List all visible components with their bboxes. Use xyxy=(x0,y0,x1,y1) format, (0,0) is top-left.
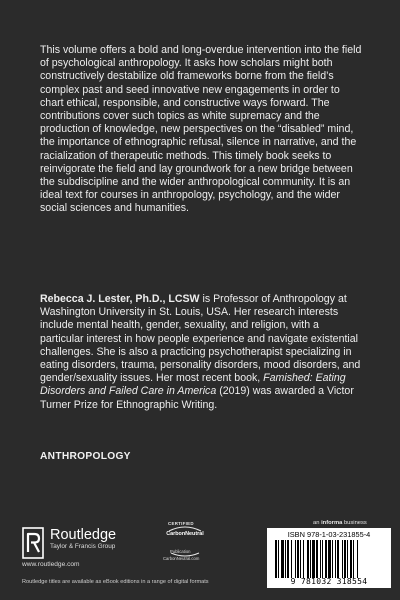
author-bio-award: (2019) was awarded a Victor Turner Prize for Ethnographic Writing. xyxy=(40,385,354,411)
publisher-group: Taylor & Francis Group xyxy=(50,543,116,550)
author-bio-text: is Professor of Anthropology at Washington University in St. Louis, USA. Her research interests include mental health, gender, sexuality, and religion, with a particular interest in how people experience and navigate existential challenges. She is also a practicing psychotherapist specializing in eating disorders, trauma, personality disorders, mood disorders, and gender/sexuality issues. Her most recent book, xyxy=(40,293,361,385)
carbon-publication-text: Publication xyxy=(170,549,191,554)
author-name: Rebecca J. Lester, Ph.D., LCSW xyxy=(40,293,200,305)
book-description: This volume offers a bold and long-overdue intervention into the field of psychological anthropology. It asks how scholars might both constructively destabilize old frameworks borne from the field’s complex past and seed innovative new engagements in order to chart ethical, responsible, and constructive ways forward. The contributions cover such topics as white supremacy and the production of knowledge, new perspectives on the “disabled” mind, the importance of ethnographic refusal, silence in narrative, and the racialization of therapeutic methods. This timely book seeks to reinvigorate the field and lay groundwork for a new bridge between the subdiscipline and the wider anthropological community. It is an ideal text for courses in anthropology, psychology, and the wider social sciences and humanities. xyxy=(40,44,362,215)
isbn-label: ISBN 978-1-03-231855-4 xyxy=(287,530,371,539)
informa-brand: informa xyxy=(321,520,343,526)
subject-category: ANTHROPOLOGY xyxy=(40,451,131,462)
isbn-digits: 9 781032 318554 xyxy=(290,577,368,586)
publisher-url: www.routledge.com xyxy=(22,561,80,568)
ebook-footnote: Routledge titles are available as eBook editions in a range of digital formats xyxy=(22,579,209,585)
informa-suffix: business xyxy=(342,520,367,526)
publisher-block xyxy=(50,527,116,551)
informa-prefix: an xyxy=(313,520,322,526)
barcode-bars xyxy=(275,540,383,578)
author-bio xyxy=(40,293,362,412)
barcode-box xyxy=(267,528,391,588)
informa-business-label xyxy=(313,520,367,526)
previous-book-title: Famished: Eating Disorders and Failed Care in America xyxy=(40,372,346,398)
publisher-name: Routledge xyxy=(50,527,117,543)
carbon-url-text: CarbonNeutral.com xyxy=(163,556,200,561)
routledge-logo-icon xyxy=(22,527,44,559)
carbon-certified-text: CERTIFIED xyxy=(168,521,194,526)
carbon-neutral-text: CarbonNeutral xyxy=(166,531,204,537)
